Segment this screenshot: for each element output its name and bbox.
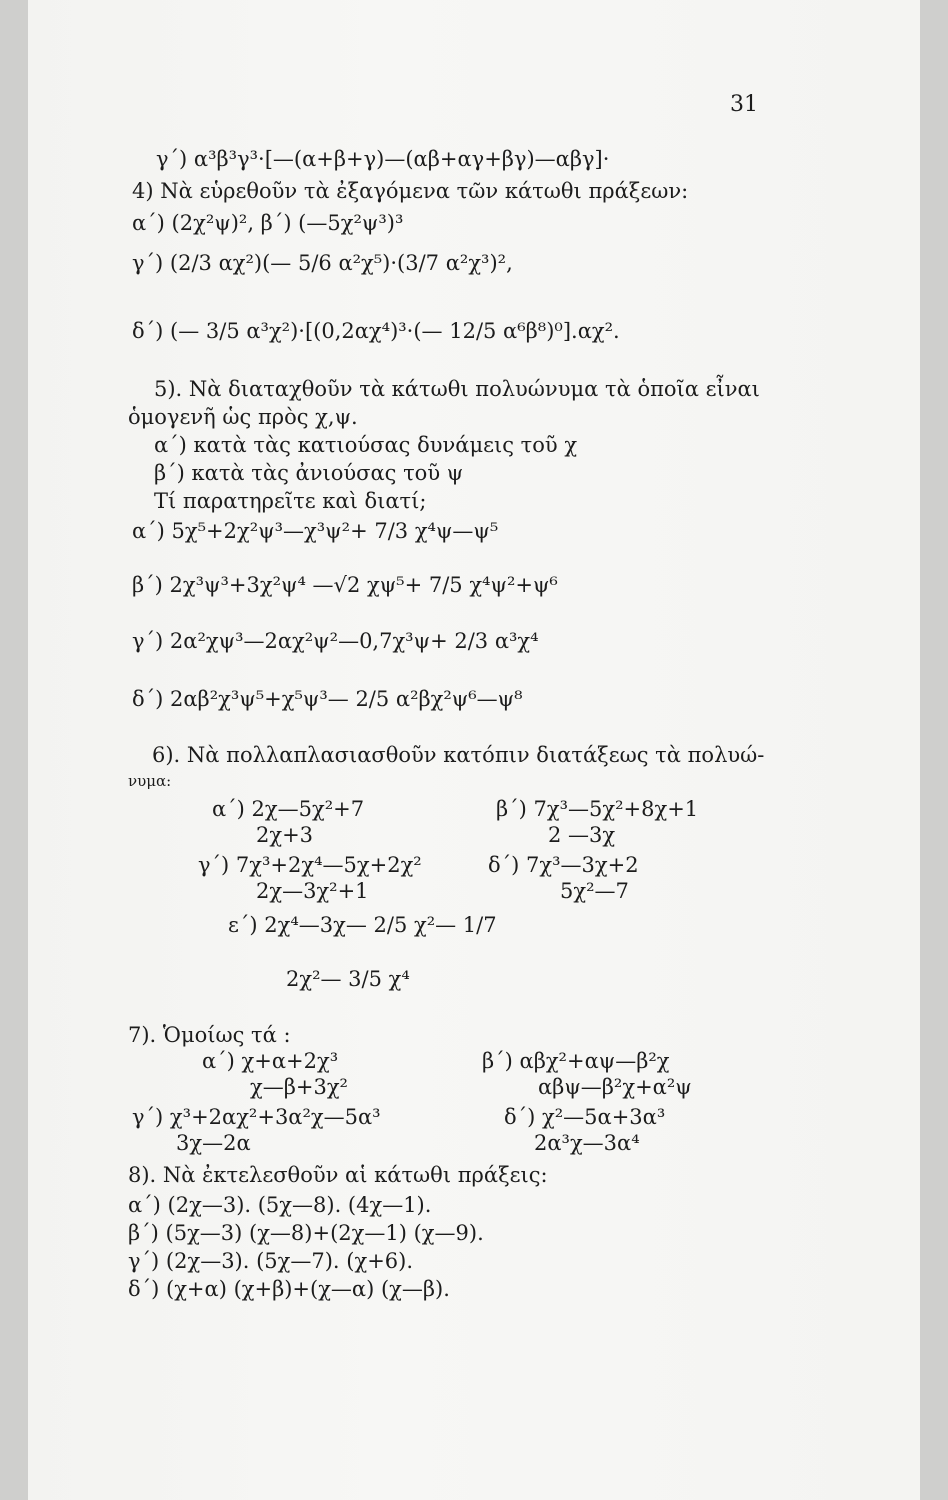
exercise-7-heading: 7). Ὁμοίως τά :	[128, 1023, 291, 1047]
exercise-8d: δ΄) (χ+α) (χ+β)+(χ—α) (χ—β).	[128, 1277, 450, 1301]
exercise-7g-top: γ΄) χ³+2αχ²+3α²χ—5α³	[132, 1105, 381, 1129]
page-number: 31	[730, 92, 758, 117]
exercise-6b-top: β΄) 7χ³—5χ²+8χ+1	[496, 797, 699, 821]
exercise-8g: γ΄) (2χ—3). (5χ—7). (χ+6).	[128, 1249, 414, 1273]
exercise-5-line5: Τί παρατηρεῖτε καὶ διατί;	[154, 489, 427, 513]
exercise-5-heading: 5). Νὰ διαταχθοῦν τὰ κάτωθι πολυώνυμα τὰ ὁποῖα εἶναι	[154, 377, 760, 401]
exercise-5a: α΄) 5χ⁵+2χ²ψ³—χ³ψ²+ 7/3 χ⁴ψ—ψ⁵	[132, 519, 499, 543]
exercise-6d-bottom: 5χ²—7	[560, 879, 629, 903]
exercise-4g: γ΄) (2/3 αχ²)(— 5/6 α²χ⁵)·(3/7 α²χ³)²,	[132, 251, 513, 275]
exercise-7d-top: δ΄) χ²—5α+3α³	[504, 1105, 666, 1129]
exercise-7a-top: α΄) χ+α+2χ³	[202, 1049, 339, 1073]
right-page-edge	[918, 0, 948, 1500]
left-page-edge	[0, 0, 30, 1500]
exercise-6a-bottom: 2χ+3	[256, 823, 314, 847]
exercise-5g: γ΄) 2α²χψ³—2αχ²ψ²—0,7χ³ψ+ 2/3 α³χ⁴	[132, 629, 539, 653]
exercise-4a: α΄) (2χ²ψ)², β΄) (—5χ²ψ³)³	[132, 211, 404, 235]
exercise-5-line3: α΄) κατὰ τὰς κατιούσας δυνάμεις τοῦ χ	[154, 433, 578, 457]
exercise-8b: β΄) (5χ—3) (χ—8)+(2χ—1) (χ—9).	[128, 1221, 484, 1245]
exercise-3g: γ΄) α³β³γ³·[—(α+β+γ)—(αβ+αγ+βγ)—αβγ]·	[156, 147, 610, 171]
exercise-6-line2: νυμα:	[128, 772, 172, 790]
exercise-6g-bottom: 2χ—3χ²+1	[256, 879, 369, 903]
exercise-8-heading: 8). Νὰ ἐκτελεσθοῦν αἱ κάτωθι πράξεις:	[128, 1163, 548, 1187]
exercise-5b: β΄) 2χ³ψ³+3χ²ψ⁴ —√2 χψ⁵+ 7/5 χ⁴ψ²+ψ⁶	[132, 573, 558, 597]
exercise-8a: α΄) (2χ—3). (5χ—8). (4χ—1).	[128, 1193, 432, 1217]
exercise-4d: δ΄) (— 3/5 α³χ²)·[(0,2αχ⁴)³·(— 12/5 α⁶β⁸)⁰].αχ².	[132, 319, 620, 343]
exercise-6-heading: 6). Νὰ πολλαπλασιασθοῦν κατόπιν διατάξεως τὰ πολυώ-	[152, 743, 765, 767]
exercise-7a-bottom: χ—β+3χ²	[250, 1075, 348, 1099]
exercise-7b-top: β΄) αβχ²+αψ—β²χ	[482, 1049, 670, 1073]
exercise-7d-bottom: 2α³χ—3α⁴	[534, 1131, 640, 1155]
exercise-6b-bottom: 2 —3χ	[548, 823, 616, 847]
exercise-5d: δ΄) 2αβ²χ³ψ⁵+χ⁵ψ³— 2/5 α²βχ²ψ⁶—ψ⁸	[132, 687, 523, 711]
exercise-5-line2: ὁμογενῆ ὡς πρὸς χ,ψ.	[128, 405, 358, 429]
exercise-5-line4: β΄) κατὰ τὰς ἀνιούσας τοῦ ψ	[154, 461, 464, 485]
exercise-4-heading: 4) Νὰ εὑρεθοῦν τὰ ἐξαγόμενα τῶν κάτωθι πράξεων:	[132, 179, 689, 203]
exercise-7g-bottom: 3χ—2α	[176, 1131, 251, 1155]
exercise-6g-top: γ΄) 7χ³+2χ⁴—5χ+2χ²	[198, 853, 422, 877]
exercise-6d-top: δ΄) 7χ³—3χ+2	[488, 853, 639, 877]
book-page	[28, 0, 920, 1500]
exercise-6e-bottom: 2χ²— 3/5 χ⁴	[286, 967, 410, 991]
exercise-6a-top: α΄) 2χ—5χ²+7	[212, 797, 365, 821]
exercise-7b-bottom: αβψ—β²χ+α²ψ	[538, 1075, 692, 1099]
exercise-6e-top: ε΄) 2χ⁴—3χ— 2/5 χ²— 1/7	[228, 913, 497, 937]
